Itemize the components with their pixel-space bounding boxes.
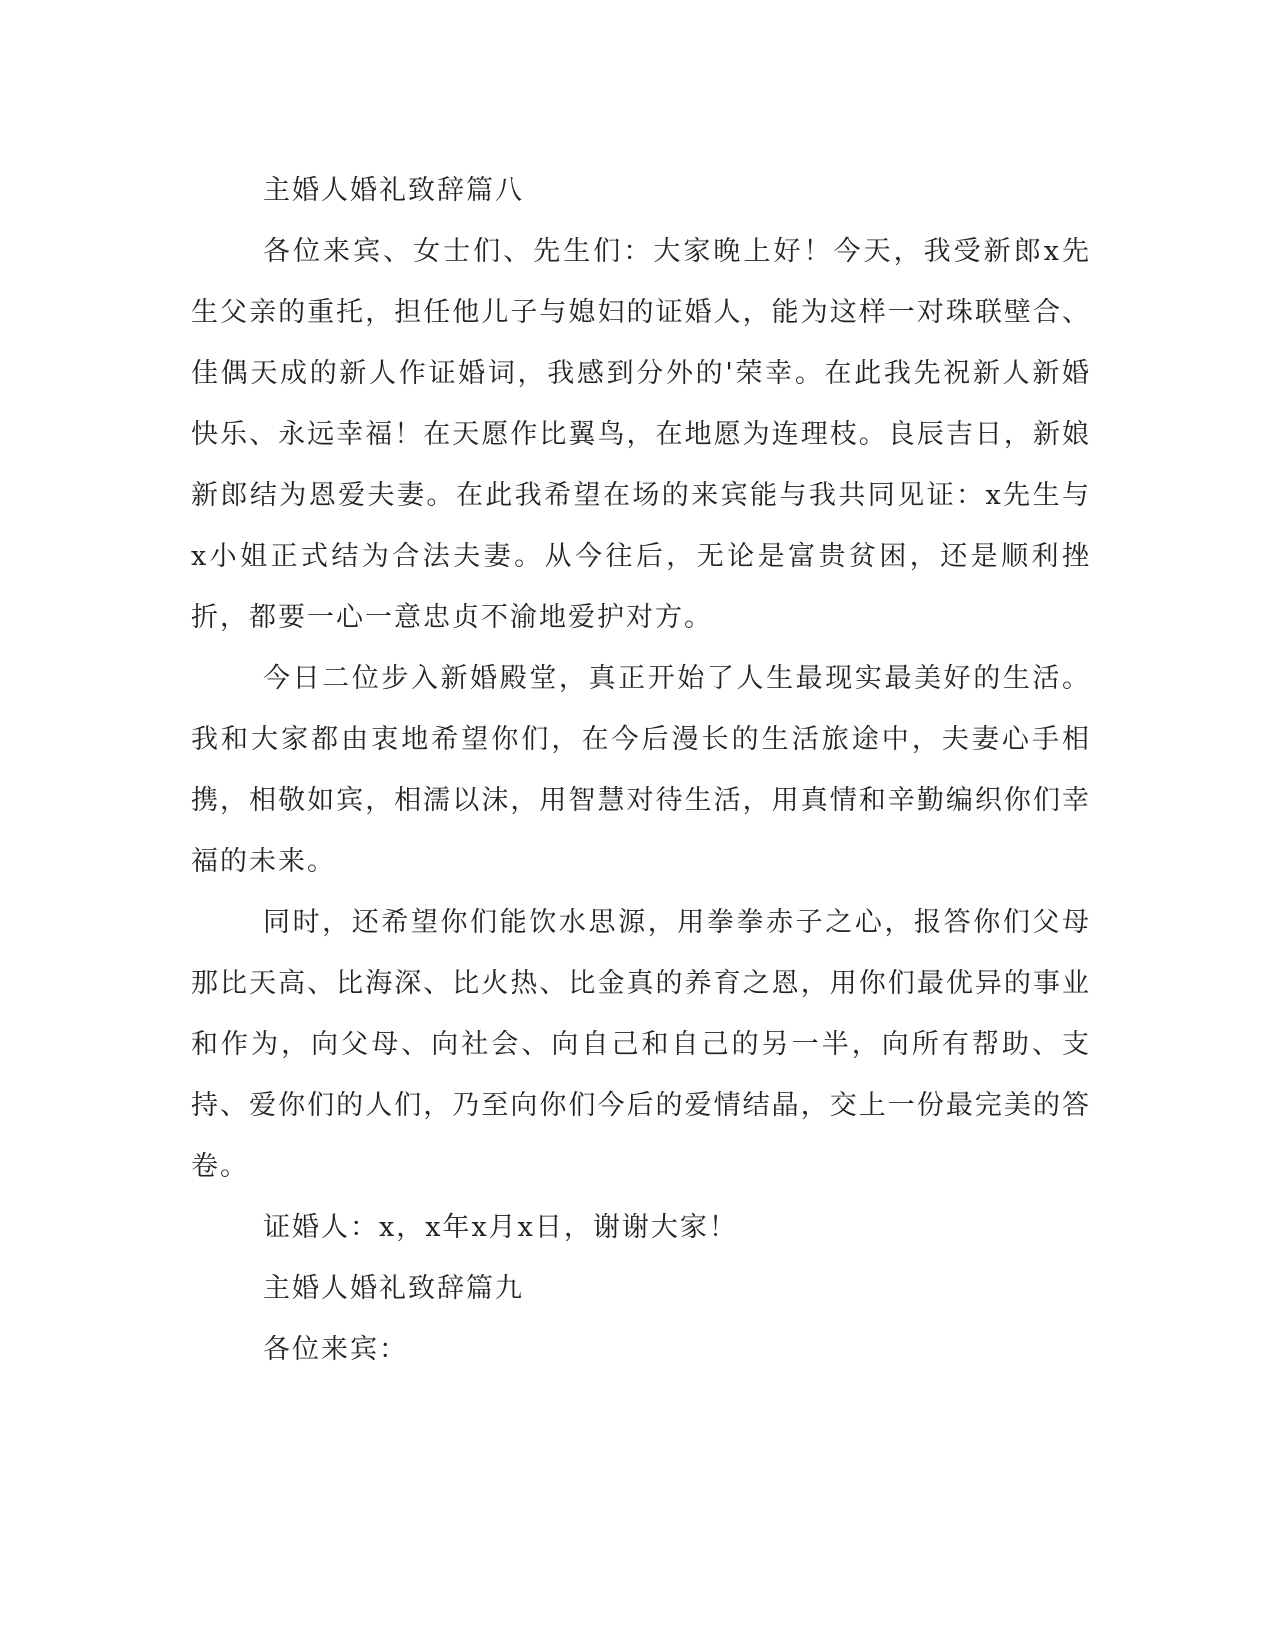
paragraph-gratitude: 同时，还希望你们能饮水思源，用拳拳赤子之心，报答你们父母那比天高、比海深、比火热、比金真的养育之恩，用你们最优异的事业和作为，向父母、向社会、向自己和自己的另一半，向所有帮助、支持、爱你们的人们，乃至向你们今后的爱情结晶，交上一份最完美的答卷。	[191, 907, 1091, 1182]
paragraph-greeting: 各位来宾、女士们、先生们：大家晚上好！今天，我受新郎x先生父亲的重托，担任他儿子与媳妇的证婚人，能为这样一对珠联壁合、佳偶天成的新人作证婚词，我感到分外的'荣幸。在此我先祝新人新婚快乐、永远幸福！在天愿作比翼鸟，在地愿为连理枝。良辰吉日，新娘新郎结为恩爱夫妻。在此我希望在场的来宾能与我共同见证：x先生与x小姐正式结为合法夫妻。从今往后，无论是富贵贫困，还是顺利挫折，都要一心一意忠贞不渝地爱护对方。	[191, 236, 1091, 633]
document-body	[191, 160, 1091, 1380]
section-heading-8: 主婚人婚礼致辞篇八	[263, 175, 524, 206]
paragraph-salutation: 各位来宾：	[263, 1334, 408, 1365]
section-heading-9: 主婚人婚礼致辞篇九	[263, 1273, 524, 1304]
paragraph-signature: 证婚人：x，x年x月x日，谢谢大家！	[263, 1212, 738, 1243]
paragraph-blessing: 今日二位步入新婚殿堂，真正开始了人生最现实最美好的生活。我和大家都由衷地希望你们，在今后漫长的生活旅途中，夫妻心手相携，相敬如宾，相濡以沫，用智慧对待生活，用真情和辛勤编织你们幸福的未来。	[191, 663, 1091, 877]
